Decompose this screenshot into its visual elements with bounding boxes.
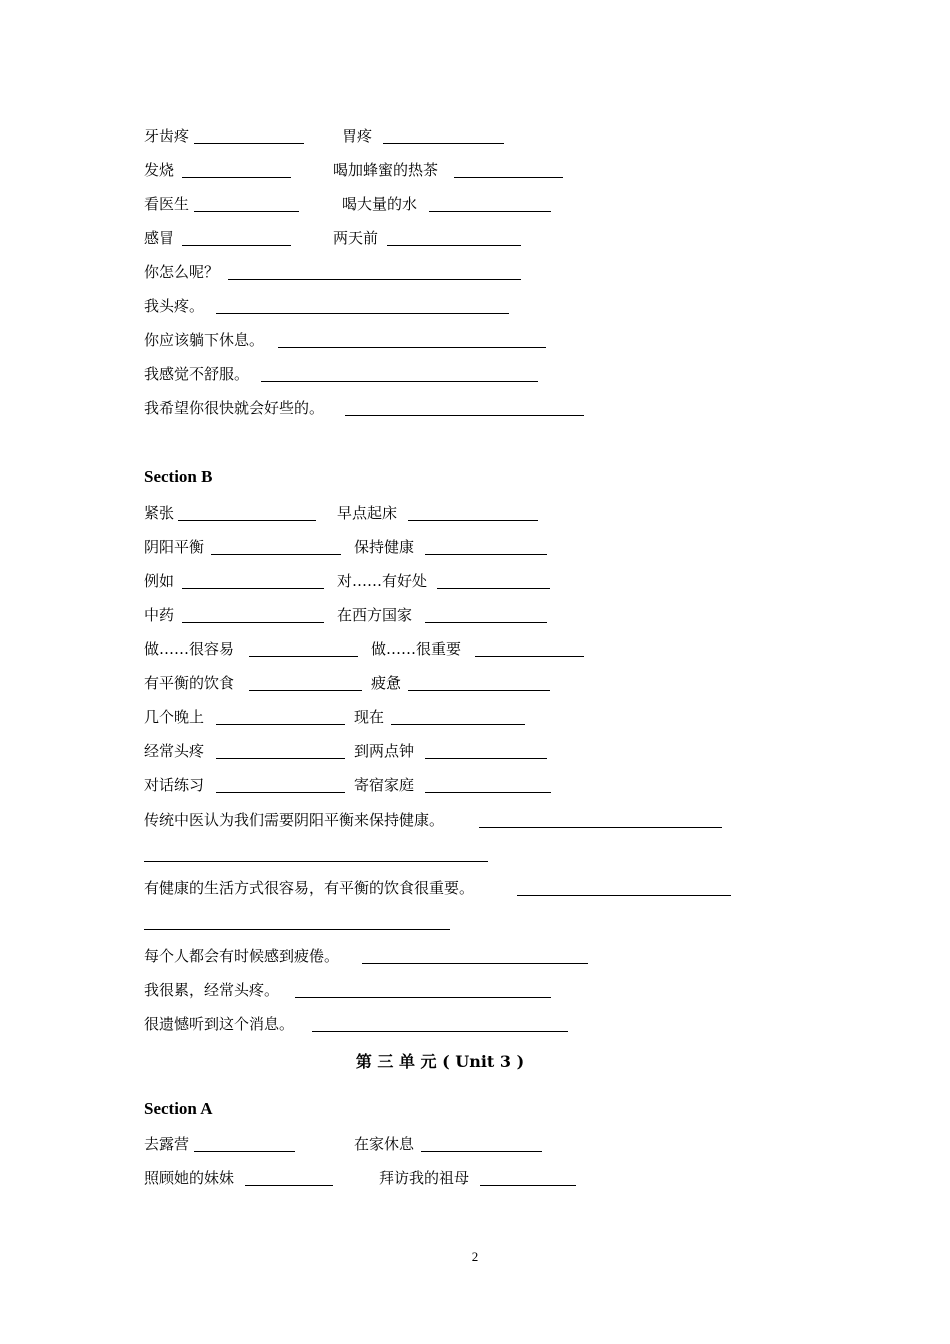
vocab-term: 两天前 xyxy=(333,229,379,247)
sentence-text: 我感觉不舒服。 xyxy=(144,365,250,383)
answer-blank[interactable] xyxy=(454,177,563,178)
vocab-term: 拜访我的祖母 xyxy=(379,1169,470,1187)
answer-blank[interactable] xyxy=(216,758,345,759)
answer-blank[interactable] xyxy=(312,1031,568,1032)
answer-blank[interactable] xyxy=(216,313,509,314)
vocab-term: 保持健康 xyxy=(354,538,415,556)
vocab-term: 中药 xyxy=(144,606,175,624)
vocab-term: 早点起床 xyxy=(337,504,398,522)
sentence-text: 传统中医认为我们需要阴阳平衡来保持健康。 xyxy=(144,811,445,829)
vocab-term: 有平衡的饮食 xyxy=(144,674,235,692)
answer-blank[interactable] xyxy=(408,690,550,691)
answer-blank[interactable] xyxy=(425,758,547,759)
vocab-term: 寄宿家庭 xyxy=(354,776,415,794)
vocab-term: 照顾她的妹妹 xyxy=(144,1169,235,1187)
sentence-text: 每个人都会有时候感到疲倦。 xyxy=(144,947,340,965)
vocab-term: 现在 xyxy=(354,708,385,726)
vocab-term: 去露营 xyxy=(144,1135,190,1153)
answer-blank[interactable] xyxy=(245,1185,333,1186)
vocab-term: 牙齿疼 xyxy=(144,127,190,145)
answer-blank[interactable] xyxy=(182,622,324,623)
vocab-term: 在家休息 xyxy=(354,1135,415,1153)
answer-blank[interactable] xyxy=(144,929,450,930)
vocab-term: 喝加蜂蜜的热茶 xyxy=(333,161,439,179)
vocab-term: 做……很容易 xyxy=(144,640,235,658)
answer-blank[interactable] xyxy=(425,554,547,555)
answer-blank[interactable] xyxy=(429,211,551,212)
answer-blank[interactable] xyxy=(216,724,345,725)
vocab-term: 经常头疼 xyxy=(144,742,205,760)
answer-blank[interactable] xyxy=(211,554,341,555)
vocab-term: 喝大量的水 xyxy=(342,195,418,213)
section-b-heading: Section B xyxy=(144,467,213,486)
vocab-term: 对话练习 xyxy=(144,776,205,794)
vocab-term: 阴阳平衡 xyxy=(144,538,205,556)
sentence-text: 我头疼。 xyxy=(144,297,205,315)
vocab-term: 感冒 xyxy=(144,229,175,247)
vocab-term: 发烧 xyxy=(144,161,175,179)
answer-blank[interactable] xyxy=(425,622,547,623)
vocab-term: 看医生 xyxy=(144,195,190,213)
sentence-text: 很遗憾听到这个消息。 xyxy=(144,1015,295,1033)
answer-blank[interactable] xyxy=(249,656,358,657)
answer-blank[interactable] xyxy=(249,690,362,691)
answer-blank[interactable] xyxy=(216,792,345,793)
answer-blank[interactable] xyxy=(194,1151,295,1152)
vocab-term: 例如 xyxy=(144,572,175,590)
vocab-term: 胃疼 xyxy=(342,127,373,145)
vocab-term: 在西方国家 xyxy=(337,606,413,624)
answer-blank[interactable] xyxy=(345,415,584,416)
answer-blank[interactable] xyxy=(182,245,291,246)
answer-blank[interactable] xyxy=(383,143,504,144)
answer-blank[interactable] xyxy=(362,963,588,964)
vocab-term: 疲惫 xyxy=(371,674,402,692)
sentence-text: 我很累，经常头疼。 xyxy=(144,981,280,999)
sentence-text: 我希望你很快就会好些的。 xyxy=(144,399,325,417)
answer-blank[interactable] xyxy=(194,143,304,144)
answer-blank[interactable] xyxy=(228,279,521,280)
answer-blank[interactable] xyxy=(278,347,546,348)
page-number: 2 xyxy=(471,1249,479,1264)
vocab-term: 做……很重要 xyxy=(371,640,462,658)
answer-blank[interactable] xyxy=(194,211,299,212)
answer-blank[interactable] xyxy=(261,381,538,382)
unit-title: 第 三 单 元 ( Unit 3 ) xyxy=(355,1052,525,1071)
answer-blank[interactable] xyxy=(475,656,584,657)
section-a-heading: Section A xyxy=(144,1099,213,1118)
answer-blank[interactable] xyxy=(182,177,291,178)
answer-blank[interactable] xyxy=(391,724,525,725)
sentence-text: 你应该躺下休息。 xyxy=(144,331,265,349)
answer-blank[interactable] xyxy=(178,520,316,521)
answer-blank[interactable] xyxy=(387,245,521,246)
answer-blank[interactable] xyxy=(295,997,551,998)
vocab-term: 到两点钟 xyxy=(354,742,415,760)
answer-blank[interactable] xyxy=(517,895,731,896)
answer-blank[interactable] xyxy=(182,588,324,589)
answer-blank[interactable] xyxy=(479,827,722,828)
answer-blank[interactable] xyxy=(408,520,538,521)
sentence-text: 有健康的生活方式很容易，有平衡的饮食很重要。 xyxy=(144,879,475,897)
vocab-term: 紧张 xyxy=(144,504,175,522)
answer-blank[interactable] xyxy=(480,1185,576,1186)
sentence-text: 你怎么呢？ xyxy=(144,263,220,281)
answer-blank[interactable] xyxy=(421,1151,542,1152)
answer-blank[interactable] xyxy=(437,588,550,589)
answer-blank[interactable] xyxy=(425,792,551,793)
vocab-term: 对……有好处 xyxy=(337,572,428,590)
vocab-term: 几个晚上 xyxy=(144,708,205,726)
answer-blank[interactable] xyxy=(144,861,488,862)
